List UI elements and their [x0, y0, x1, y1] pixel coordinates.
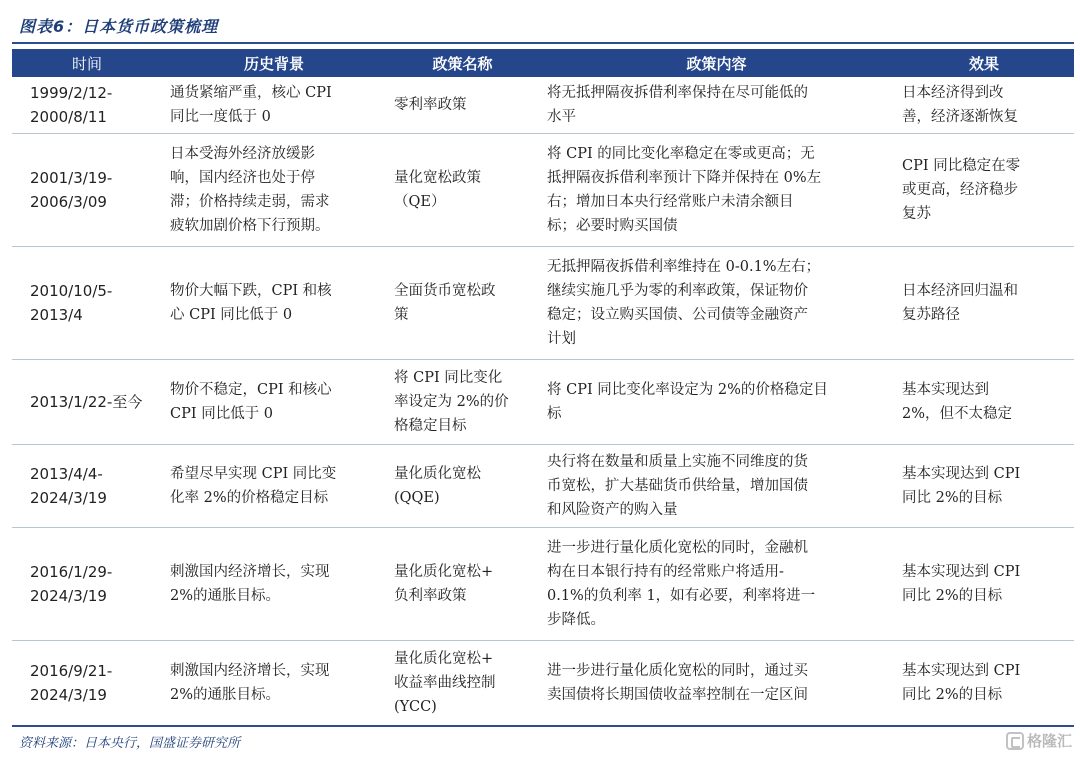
cell-time: 2010/10/5- 2013/4 — [12, 247, 162, 360]
header-policy-content: 政策内容 — [539, 49, 894, 77]
cell-policy-content: 进一步进行量化质化宽松的同时，金融机 构在日本银行持有的经常账户将适用- 0.1%的负利率 1，如有必要，利率将进一 步降低。 — [539, 528, 894, 641]
table-row — [12, 134, 1074, 247]
cell-policy-content: 将 CPI 同比变化率设定为 2%的价格稳定目 标 — [539, 360, 894, 445]
watermark — [1006, 730, 1072, 751]
cell-effect: 日本经济得到改 善，经济逐渐恢复 — [894, 77, 1074, 134]
cell-effect: 基本实现达到 CPI 同比 2%的目标 — [894, 528, 1074, 641]
source-note: 资料来源：日本央行，国盛证券研究所 — [19, 736, 241, 751]
cell-policy-content: 将 CPI 的同比变化率稳定在零或更高；无 抵押隔夜拆借利率预计下降并保持在 0%左 右；增加日本央行经常账户未清余额目 标；必要时购买国债 — [539, 134, 894, 247]
cell-background: 物价不稳定，CPI 和核心 CPI 同比低于 0 — [162, 360, 386, 445]
cell-effect: 基本实现达到 2%，但不太稳定 — [894, 360, 1074, 445]
cell-policy-name: 将 CPI 同比变化 率设定为 2%的价 格稳定目标 — [386, 360, 539, 445]
cell-policy-content: 进一步进行量化质化宽松的同时，通过买 卖国债将长期国债收益率控制在一定区间 — [539, 641, 894, 727]
cell-time: 2016/1/29- 2024/3/19 — [12, 528, 162, 641]
cell-policy-name: 量化质化宽松+ 负利率政策 — [386, 528, 539, 641]
policy-table — [12, 49, 1074, 727]
title-divider — [12, 42, 1074, 44]
table-row — [12, 247, 1074, 360]
cell-time: 2016/9/21- 2024/3/19 — [12, 641, 162, 727]
cell-background: 物价大幅下跌，CPI 和核 心 CPI 同比低于 0 — [162, 247, 386, 360]
watermark-text: 格隆汇 — [1026, 732, 1072, 750]
table-row — [12, 77, 1074, 134]
cell-background: 通货紧缩严重，核心 CPI 同比一度低于 0 — [162, 77, 386, 134]
table-row — [12, 360, 1074, 445]
cell-time: 1999/2/12- 2000/8/11 — [12, 77, 162, 134]
header-time: 时间 — [12, 49, 162, 77]
cell-policy-name: 量化宽松政策 （QE） — [386, 134, 539, 247]
cell-policy-name: 量化质化宽松+ 收益率曲线控制 (YCC) — [386, 641, 539, 727]
figure-title: 图表6：日本货币政策梳理 — [19, 17, 219, 36]
cell-effect: 基本实现达到 CPI 同比 2%的目标 — [894, 641, 1074, 727]
table-row — [12, 641, 1074, 727]
cell-time: 2001/3/19- 2006/3/09 — [12, 134, 162, 247]
header-background: 历史背景 — [162, 49, 386, 77]
cell-background: 刺激国内经济增长，实现 2%的通胀目标。 — [162, 528, 386, 641]
cell-policy-name: 全面货币宽松政 策 — [386, 247, 539, 360]
header-policy-name: 政策名称 — [386, 49, 539, 77]
cell-effect: CPI 同比稳定在零 或更高，经济稳步 复苏 — [894, 134, 1074, 247]
table-row — [12, 528, 1074, 641]
cell-policy-content: 央行将在数量和质量上实施不同维度的货 币宽松，扩大基础货币供给量，增加国债 和风险资产的购入量 — [539, 445, 894, 528]
cell-effect: 日本经济回归温和 复苏路径 — [894, 247, 1074, 360]
cell-time: 2013/4/4- 2024/3/19 — [12, 445, 162, 528]
cell-background: 希望尽早实现 CPI 同比变 化率 2%的价格稳定目标 — [162, 445, 386, 528]
cell-policy-name: 量化质化宽松 (QQE) — [386, 445, 539, 528]
cell-policy-content: 将无抵押隔夜拆借利率保持在尽可能低的 水平 — [539, 77, 894, 134]
cell-time: 2013/1/22-至今 — [12, 360, 162, 445]
cell-background: 日本受海外经济放缓影 响，国内经济也处于停 滞；价格持续走弱，需求 疲软加剧价格下行预期。 — [162, 134, 386, 247]
table-header-row — [12, 49, 1074, 77]
cell-background: 刺激国内经济增长，实现 2%的通胀目标。 — [162, 641, 386, 727]
header-effect: 效果 — [894, 49, 1074, 77]
cell-effect: 基本实现达到 CPI 同比 2%的目标 — [894, 445, 1074, 528]
cell-policy-content: 无抵押隔夜拆借利率维持在 0-0.1%左右； 继续实施几乎为零的利率政策，保证物价 稳定；设立购买国债、公司债等金融资产 计划 — [539, 247, 894, 360]
logo-icon — [1006, 732, 1024, 750]
cell-policy-name: 零利率政策 — [386, 77, 539, 134]
table-row — [12, 445, 1074, 528]
